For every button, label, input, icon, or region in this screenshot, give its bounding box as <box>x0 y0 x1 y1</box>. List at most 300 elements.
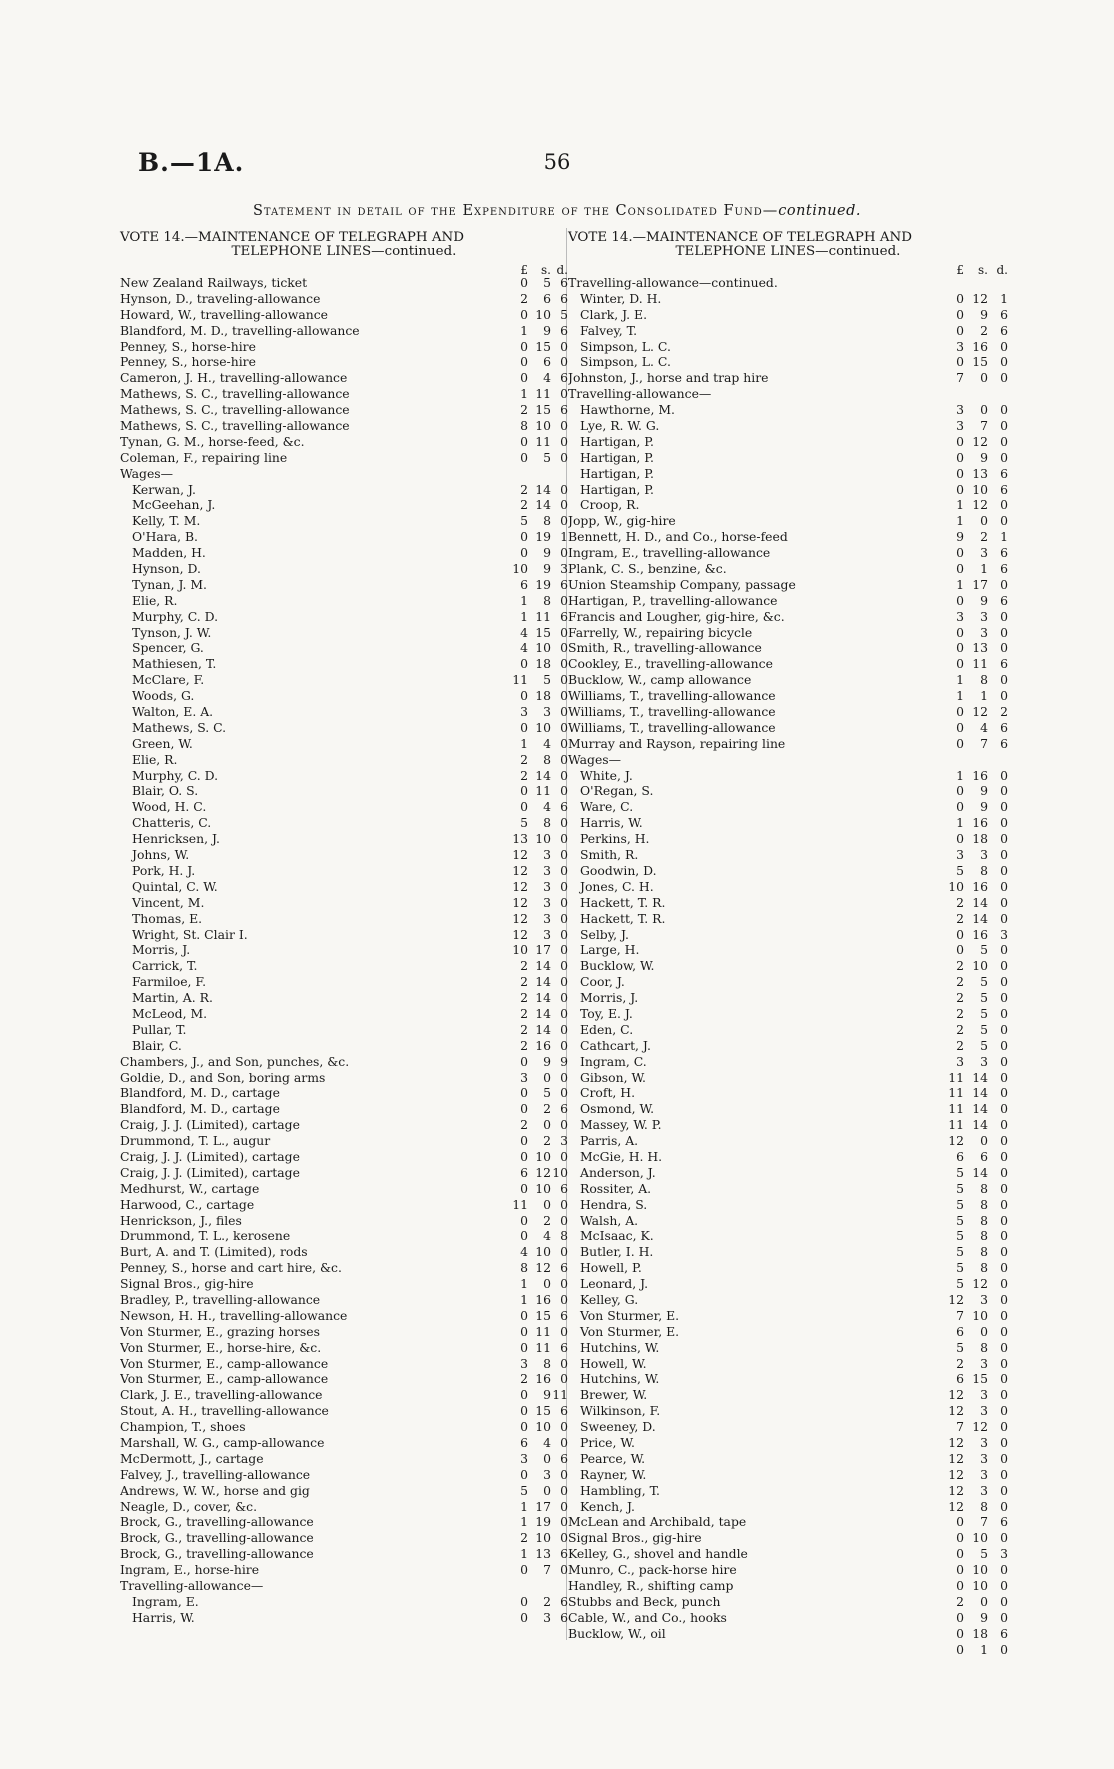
entry-amount <box>506 704 568 720</box>
pence-value: 0 <box>560 449 568 465</box>
ledger-row <box>568 895 1008 911</box>
pence-value: 0 <box>1000 433 1008 449</box>
entry-amount <box>942 354 1008 370</box>
shillings-value: 3 <box>543 1609 551 1625</box>
shillings-value: 14 <box>535 990 551 1006</box>
shillings-value: 9 <box>980 592 988 608</box>
pounds-value: 11 <box>512 1196 528 1212</box>
entry-description: Chambers, J., and Son, punches, &c. <box>120 1053 350 1069</box>
entry-amount <box>942 974 1008 990</box>
entry-amount <box>942 323 1008 339</box>
pence-value: 6 <box>1000 656 1008 672</box>
pounds-value: 1 <box>520 386 528 402</box>
ledger-row <box>120 609 568 625</box>
shillings-value: 17 <box>535 942 551 958</box>
entry-amount <box>506 1054 568 1070</box>
entry-amount <box>942 942 1008 958</box>
pounds-value: 0 <box>520 1180 528 1196</box>
pence-value: 0 <box>1000 1101 1008 1117</box>
entry-amount <box>942 1324 1008 1340</box>
pounds-value: 13 <box>512 831 528 847</box>
entry-amount <box>506 1228 568 1244</box>
pounds-value: 5 <box>956 862 964 878</box>
pounds-value: 0 <box>956 640 964 656</box>
entry-description: Tynson, J. W. <box>132 624 212 640</box>
ledger-row <box>568 911 1008 927</box>
ledger-row <box>568 291 1008 307</box>
pence-value: 0 <box>560 418 568 433</box>
ledger-row <box>568 863 1008 879</box>
shillings-value: 5 <box>980 990 988 1006</box>
shillings-value: 5 <box>543 1085 551 1101</box>
ledger-row <box>120 831 568 847</box>
pence-value: 6 <box>560 322 568 338</box>
right-vote-heading <box>568 231 1008 263</box>
ledger-row <box>568 958 1008 974</box>
entry-amount <box>942 1165 1008 1181</box>
pounds-header: £ <box>956 263 964 277</box>
pounds-value: 0 <box>520 449 528 465</box>
entry-amount <box>506 1451 568 1467</box>
pence-header: d. <box>996 263 1008 277</box>
pounds-value: 2 <box>520 1371 528 1387</box>
entry-amount <box>942 958 1008 974</box>
pence-value: 0 <box>560 497 568 513</box>
shillings-value: 12 <box>972 1276 988 1292</box>
pounds-value: 12 <box>948 1482 964 1498</box>
ledger-row <box>568 784 1008 800</box>
entry-amount <box>506 339 568 355</box>
shillings-value: 10 <box>535 1419 551 1435</box>
entry-description: Hackett, T. R. <box>580 910 666 926</box>
pence-value: 3 <box>560 1133 568 1149</box>
entry-description: Penney, S., horse and cart hire, &c. <box>120 1260 342 1276</box>
entry-description: Bucklow, W., camp allowance <box>568 672 752 688</box>
pounds-value: 2 <box>520 1037 528 1053</box>
shillings-value: 4 <box>543 799 551 815</box>
pence-value: 0 <box>1000 513 1008 529</box>
shillings-value: 5 <box>980 1037 988 1053</box>
pounds-value: 12 <box>948 1291 964 1307</box>
entry-amount <box>506 609 568 625</box>
entry-amount <box>942 672 1008 688</box>
pounds-value: 0 <box>956 322 964 338</box>
entry-description: Brock, G., travelling-allowance <box>120 1546 314 1562</box>
entry-description: Jopp, W., gig-hire <box>568 513 676 529</box>
entry-amount <box>506 561 568 577</box>
left-entries <box>120 275 568 1626</box>
shillings-value: 7 <box>980 1514 988 1530</box>
entry-amount <box>506 434 568 450</box>
ledger-row <box>568 1483 1008 1499</box>
ledger-row <box>120 1006 568 1022</box>
shillings-value: 16 <box>972 767 988 783</box>
entry-description: Woods, G. <box>132 688 195 704</box>
entry-description: Clark, J. E., travelling-allowance <box>120 1387 323 1403</box>
entry-description: Hutchins, W. <box>580 1371 660 1387</box>
ledger-row <box>568 482 1008 498</box>
entry-description: Murray and Rayson, repairing line <box>568 735 786 751</box>
entry-description: Pullar, T. <box>132 1021 187 1037</box>
shillings-value: 11 <box>535 386 551 402</box>
pounds-value: 2 <box>520 990 528 1006</box>
pounds-value: 1 <box>520 1276 528 1292</box>
ledger-row <box>568 942 1008 958</box>
pence-value: 0 <box>560 545 568 561</box>
ledger-row <box>120 1514 568 1530</box>
entry-amount <box>942 1149 1008 1165</box>
pounds-value: 2 <box>520 402 528 418</box>
pounds-value: 0 <box>520 1593 528 1609</box>
pence-value: 6 <box>1000 735 1008 751</box>
shillings-value: 10 <box>535 418 551 433</box>
ledger-row <box>120 799 568 815</box>
entry-amount <box>506 656 568 672</box>
shillings-value: 10 <box>972 1307 988 1323</box>
shillings-value: 17 <box>972 576 988 592</box>
entry-amount <box>942 529 1008 545</box>
shillings-value: 8 <box>980 1260 988 1276</box>
shillings-value: 3 <box>543 910 551 926</box>
pounds-value: 3 <box>520 1355 528 1371</box>
pounds-value: 0 <box>520 433 528 449</box>
ledger-row <box>120 1276 568 1292</box>
pounds-value: 5 <box>956 1339 964 1355</box>
entry-description: Walsh, A. <box>580 1212 639 1228</box>
pence-value: 0 <box>1000 1291 1008 1307</box>
shillings-value: 3 <box>543 894 551 910</box>
shillings-value: 2 <box>980 322 988 338</box>
pounds-value: 12 <box>512 862 528 878</box>
entry-description: Hambling, T. <box>580 1482 660 1498</box>
pence-value: 6 <box>560 274 568 290</box>
ledger-row <box>120 704 568 720</box>
pence-value: 0 <box>1000 1037 1008 1053</box>
pounds-value: 2 <box>520 767 528 783</box>
ledger-row <box>568 1133 1008 1149</box>
entry-amount <box>506 1483 568 1499</box>
entry-amount <box>506 863 568 879</box>
ledger-row <box>120 529 568 545</box>
pounds-value: 0 <box>956 481 964 497</box>
entry-description: Von Sturmer, E., camp-allowance <box>120 1371 329 1387</box>
shillings-value: 6 <box>543 290 551 306</box>
ledger-row <box>568 1594 1008 1610</box>
pounds-value: 1 <box>520 735 528 751</box>
entry-description: Von Sturmer, E., grazing horses <box>120 1323 320 1339</box>
pence-value: 0 <box>1000 878 1008 894</box>
entry-amount <box>506 291 568 307</box>
shillings-value: 11 <box>535 783 551 799</box>
pence-value: 0 <box>1000 974 1008 990</box>
shillings-value: 3 <box>980 1291 988 1307</box>
left-vote-line2: TELEPHONE LINES—continued. <box>231 244 457 259</box>
pence-value: 2 <box>1000 704 1008 720</box>
pence-value: 8 <box>560 1228 568 1244</box>
pounds-value: 0 <box>520 1101 528 1117</box>
ledger-row <box>120 593 568 609</box>
shillings-value: 10 <box>535 831 551 847</box>
entry-amount <box>506 1340 568 1356</box>
pence-value: 0 <box>1000 1069 1008 1085</box>
shillings-value: 14 <box>535 767 551 783</box>
pounds-value: 0 <box>956 783 964 799</box>
pounds-value: 12 <box>512 878 528 894</box>
pence-value: 0 <box>1000 1403 1008 1419</box>
pounds-value: 5 <box>956 1244 964 1260</box>
ledger-row <box>120 895 568 911</box>
shillings-value: 18 <box>972 1625 988 1641</box>
entry-amount <box>942 625 1008 641</box>
entry-description: Brock, G., travelling-allowance <box>120 1514 314 1530</box>
ledger-row <box>568 593 1008 609</box>
entry-amount <box>942 561 1008 577</box>
shillings-value: 12 <box>535 1260 551 1276</box>
entry-description: Morris, J. <box>580 990 639 1006</box>
entry-amount <box>942 1292 1008 1308</box>
entry-amount <box>942 1387 1008 1403</box>
entry-amount <box>506 545 568 561</box>
pence-value: 0 <box>1000 799 1008 815</box>
ledger-row <box>120 1435 568 1451</box>
shillings-value: 14 <box>972 894 988 910</box>
entry-amount <box>942 1642 1008 1658</box>
ledger-row <box>120 815 568 831</box>
ledger-row <box>120 1244 568 1260</box>
entry-amount <box>942 291 1008 307</box>
shillings-value: 9 <box>980 449 988 465</box>
shillings-value: 18 <box>972 831 988 847</box>
entry-description: Johns, W. <box>132 847 190 863</box>
ledger-row <box>568 1451 1008 1467</box>
pounds-value: 2 <box>956 910 964 926</box>
ledger-row <box>568 1530 1008 1546</box>
pence-value: 0 <box>1000 815 1008 831</box>
pounds-value: 12 <box>948 1466 964 1482</box>
pounds-value: 10 <box>948 878 964 894</box>
ledger-row <box>568 672 1008 688</box>
entry-amount <box>506 1403 568 1419</box>
pence-value: 0 <box>560 1117 568 1133</box>
ledger-row <box>120 1038 568 1054</box>
ledger-row <box>568 831 1008 847</box>
entry-amount <box>506 1022 568 1038</box>
pence-value: 0 <box>1000 1164 1008 1180</box>
entry-amount <box>942 1562 1008 1578</box>
entry-description: Gibson, W. <box>580 1069 646 1085</box>
ledger-row <box>120 545 568 561</box>
ledger-row <box>120 1117 568 1133</box>
pence-value: 0 <box>560 338 568 354</box>
pence-value: 0 <box>1000 1387 1008 1403</box>
entry-description: Stubbs and Beck, punch <box>568 1593 721 1609</box>
pence-value: 6 <box>560 1101 568 1117</box>
entry-description: Vincent, M. <box>132 894 205 910</box>
pounds-header: £ <box>520 263 528 277</box>
entry-description: Mathiesen, T. <box>132 656 217 672</box>
entry-description: Smith, R., travelling-allowance <box>568 640 762 656</box>
pence-value: 0 <box>1000 1371 1008 1387</box>
entry-description: Handley, R., shifting camp <box>568 1578 734 1594</box>
entry-description: Andrews, W. W., horse and gig <box>120 1482 310 1498</box>
pence-value: 0 <box>1000 1307 1008 1323</box>
pounds-value: 1 <box>520 1546 528 1562</box>
pounds-value: 0 <box>956 354 964 370</box>
pounds-value: 1 <box>520 1291 528 1307</box>
shillings-value: 5 <box>980 1021 988 1037</box>
statement-title <box>0 203 1114 219</box>
entry-description: Harris, W. <box>580 815 643 831</box>
entry-description: Selby, J. <box>580 926 629 942</box>
entry-description: Von Sturmer, E. <box>580 1323 680 1339</box>
pounds-value: 2 <box>520 1021 528 1037</box>
ledger-row <box>568 307 1008 323</box>
entry-amount <box>942 577 1008 593</box>
ledger-row <box>120 1451 568 1467</box>
shillings-value: 3 <box>980 1435 988 1450</box>
entry-amount <box>506 720 568 736</box>
entry-description: Drummond, T. L., kerosene <box>120 1228 291 1244</box>
shillings-value: 0 <box>543 1276 551 1292</box>
entry-amount <box>506 354 568 370</box>
entry-description: Burt, A. and T. (Limited), rods <box>120 1244 308 1260</box>
entry-amount <box>942 513 1008 529</box>
shillings-value: 9 <box>980 799 988 815</box>
ledger-row <box>120 1371 568 1387</box>
entry-description: Ingram, E., horse-hire <box>120 1562 260 1578</box>
pence-value: 0 <box>560 1371 568 1387</box>
pence-value: 6 <box>1000 322 1008 338</box>
ledger-row <box>120 752 568 768</box>
pounds-value: 0 <box>956 306 964 322</box>
shillings-value: 8 <box>980 1498 988 1514</box>
ledger-row <box>568 1356 1008 1372</box>
shillings-value: 12 <box>535 1164 551 1180</box>
entry-description: Falvey, J., travelling-allowance <box>120 1466 311 1482</box>
entry-amount <box>942 593 1008 609</box>
entry-amount <box>942 1451 1008 1467</box>
pounds-value: 1 <box>956 497 964 513</box>
entry-amount <box>506 402 568 418</box>
pounds-value: 0 <box>520 1212 528 1228</box>
entry-amount <box>506 1530 568 1546</box>
ledger-row <box>568 879 1008 895</box>
pence-value: 0 <box>1000 449 1008 465</box>
entry-amount <box>506 895 568 911</box>
pounds-value: 2 <box>520 497 528 513</box>
entry-amount <box>942 609 1008 625</box>
shillings-value: 8 <box>980 1339 988 1355</box>
shillings-value: 3 <box>980 1450 988 1466</box>
pence-value: 6 <box>560 1339 568 1355</box>
entry-description: Cookley, E., travelling-allowance <box>568 656 773 672</box>
entry-description: Medhurst, W., cartage <box>120 1180 260 1196</box>
entry-description: Wright, St. Clair I. <box>132 926 248 942</box>
pence-value: 0 <box>1000 1133 1008 1149</box>
ledger-row <box>120 418 568 434</box>
shillings-value: 3 <box>543 878 551 894</box>
entry-description: Elie, R. <box>132 592 178 608</box>
pounds-value: 5 <box>956 1180 964 1196</box>
shillings-value: 2 <box>543 1101 551 1117</box>
shillings-value: 9 <box>980 783 988 799</box>
entry-amount <box>506 783 568 799</box>
entry-description: Marshall, W. G., camp-allowance <box>120 1435 325 1450</box>
entry-description: Von Sturmer, E., horse-hire, &c. <box>120 1339 322 1355</box>
entry-amount <box>942 1371 1008 1387</box>
shillings-value: 12 <box>972 497 988 513</box>
pence-value: 6 <box>560 370 568 386</box>
pounds-value: 2 <box>520 1005 528 1021</box>
entry-description: Walton, E. A. <box>132 704 214 720</box>
shillings-value: 1 <box>980 561 988 577</box>
pounds-value: 2 <box>956 894 964 910</box>
entry-amount <box>942 545 1008 561</box>
pence-value: 0 <box>1000 942 1008 958</box>
shillings-value: 12 <box>972 704 988 720</box>
shillings-value: 3 <box>980 624 988 640</box>
shillings-value: 0 <box>980 1593 988 1609</box>
entry-description: Eden, C. <box>580 1021 634 1037</box>
ledger-row <box>120 1260 568 1276</box>
shillings-value: 3 <box>980 545 988 561</box>
pence-value: 0 <box>560 1085 568 1101</box>
pence-value: 0 <box>560 656 568 672</box>
shillings-value: 14 <box>972 1069 988 1085</box>
pounds-value: 3 <box>956 847 964 863</box>
entry-amount <box>506 958 568 974</box>
entry-amount <box>942 497 1008 513</box>
entry-amount <box>942 1514 1008 1530</box>
ledger-row <box>568 1403 1008 1419</box>
pence-value: 0 <box>1000 767 1008 783</box>
entry-description: Cathcart, J. <box>580 1037 651 1053</box>
ledger-row <box>120 720 568 736</box>
ledger-row <box>568 434 1008 450</box>
entry-amount <box>942 1101 1008 1117</box>
shillings-value: 10 <box>535 1530 551 1546</box>
entry-description: McIsaac, K. <box>580 1228 654 1244</box>
pounds-value: 0 <box>956 290 964 306</box>
shillings-value: 4 <box>543 370 551 386</box>
shillings-value: 0 <box>980 370 988 386</box>
ledger-row <box>568 1387 1008 1403</box>
pounds-value: 0 <box>520 719 528 735</box>
shillings-value: 10 <box>535 1180 551 1196</box>
ledger-row <box>568 1292 1008 1308</box>
entry-amount <box>942 1197 1008 1213</box>
pence-value: 0 <box>560 1466 568 1482</box>
pence-value: 0 <box>560 1482 568 1498</box>
right-entries <box>568 275 1008 1657</box>
entry-amount <box>506 450 568 466</box>
shillings-value: 11 <box>535 1323 551 1339</box>
ledger-row <box>120 625 568 641</box>
entry-amount <box>942 927 1008 943</box>
shillings-value: 5 <box>543 672 551 688</box>
entry-description: Von Sturmer, E. <box>580 1307 680 1323</box>
entry-description: Hackett, T. R. <box>580 894 666 910</box>
pence-header: d. <box>556 263 568 277</box>
ledger-row <box>120 1228 568 1244</box>
pounds-value: 3 <box>956 608 964 624</box>
entry-description: Goodwin, D. <box>580 862 657 878</box>
entry-description: Croft, H. <box>580 1085 636 1101</box>
pence-value: 0 <box>1000 1450 1008 1466</box>
pence-value: 0 <box>560 1355 568 1371</box>
entry-amount <box>506 768 568 784</box>
pounds-value: 0 <box>956 545 964 561</box>
